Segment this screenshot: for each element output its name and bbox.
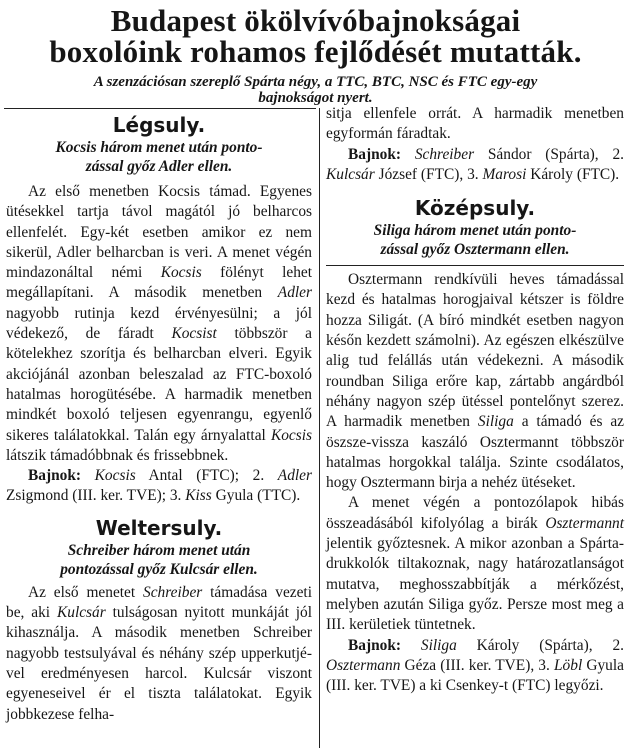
divider-right [326,265,624,266]
legsuly-paragraph: Az első menetben Kocsis támad. Egyenes ütésekkel tartja távol magától jó belharcos ellenfelét. Egy-két esetben amikor ez nem sikerül, Adler belharcban is veri. A menet végén mindazonáltal némi Kocsis fölényt lehet megállapítani. A második menetben Adler nagyobb rutinja kezd érvényesülni; a jól védekező, de fáradt Kocsist többször a kötelekhez szorítja és belharcban elveri. Egyik akciójánál azonban beleszalad az FTC-boxoló hatalmas horogütésébe. A harmadik menetben mindkét boxoló teljesen egyenrangu, egyenlő sikeres találatokkal. Talán egy árnyalattal Kocsis látszik támadóbbnak és frissebbnek. [6,183,312,464]
left-column [6,112,312,725]
kozepsuly-result: Bajnok: Siliga Károly (Spárta), 2. Osztermann Géza (III. ker. TVE), 3. Löbl Gyula (III. ker. TVE) a ki Csenkey-t (FTC) legyőzi. [326,636,624,695]
kozepsuly-paragraph-1: Osztermann rendkívüli heves támadással kezd és hatalmas horogjaival kétszer is földre hozza Siligát. (A bíró mindkét esetben nagyon későn kezdett számolni). Az egészen elkészülve alig tud felállás után védekezni. A második roundban Siliga erőre kap, zártabb angárdból néhány nagyon szép ütéssel pontelőnyt szerez. A harmadik menetben Siliga a támadó és az öszsze-vissza kaszáló Osztermannt többször hatalmas horgokkal találja. Szinte csodálatos, hogy Osztermann birja a nehéz ütéseket. [326,271,624,492]
kozepsuly-paragraph-2: A menet végén a pontozólapok hibás összeadásából kifolyólag a birák Osztermannt jelentik győztesnek. A mikor azonban a Spárta-drukkolók tiltakoznak, nagy határozatlanságot mutatva, meghosszabbítják a mérkőzést, melyben azután Siliga győz. Persze most meg a III. kerületiek tüntetnek. [326,494,624,634]
legsuly-deck: Kocsis három menet után ponto- zással győz Adler ellen. [55,139,263,175]
divider-left-top [4,108,316,109]
headline-line-2: boxolóink rohamos fejlődését mutatták. [49,34,582,69]
weltersuly-result: Bajnok: Schreiber Sándor (Spárta), 2. Kulcsár József (FTC), 3. Marosi Károly (FTC). [326,145,624,183]
weltersuly-deck: Schreiber három menet után pontozással győz Kulcsár ellen. [60,541,258,578]
legsuly-result: Bajnok: Kocsis Antal (FTC); 2. Adler Zsigmond (III. ker. TVE); 3. Kiss Gyula (TTC). [6,467,312,505]
kozepsuly-heading: Középsuly. [414,196,536,221]
legsuly-heading: Légsuly. [112,113,206,137]
right-column [326,104,624,696]
weltersuly-paragraph: Az első menetet Schreiber támadása vezeti be, aki Kulcsár tulságosan nyitott munkáját jól kihasználja. A második menetben Schreiber nagyobb testsulyával és néhány szép upperkutjé-vel eredményesen harcol. Kulcsár viszont egyeneseivel ér el tiszta találatokat. Egyik jobbkezese felha- [6,583,313,723]
column-divider [319,108,320,748]
kozepsuly-deck: Siliga három menet után ponto- zással győz Osztermann ellen. [373,222,577,259]
headline-line-1: Budapest ökölvívóbajnokságai [110,3,521,38]
weltersuly-paragraph-continued: sitja ellenfele orrát. A harmadik menetben egyformán fáradtak. [326,105,624,143]
subheadline: A szenzációsan szereplő Spárta négy, a TTC, BTC, NSC és FTC egy-egy bajnokságot nyert. [93,74,538,106]
weltersuly-heading: Weltersuly. [95,515,223,540]
